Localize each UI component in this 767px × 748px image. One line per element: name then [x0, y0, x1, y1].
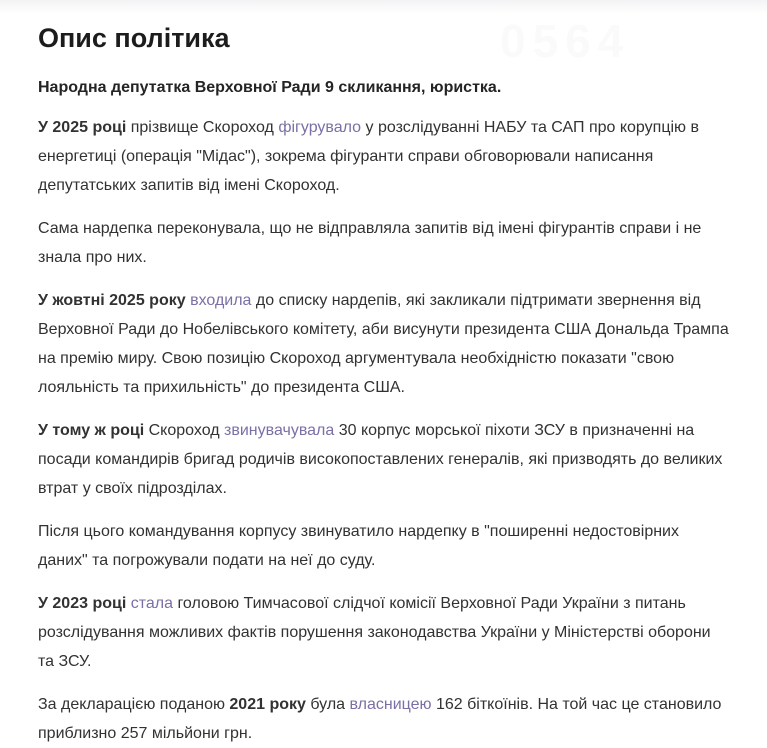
inline-link[interactable]: фігурувало: [278, 119, 362, 136]
paragraph: [38, 113, 730, 200]
top-fade-divider: [0, 0, 767, 14]
text-run: Сама нардепка переконувала, що не відправляла запитів від імені фігурантів справи і не знала про них.: [38, 220, 702, 266]
text-run: 30 корпус морської піхоти ЗСУ в призначенні на посади командирів бригад родичів високопоставлених генералів, які призводять до великих втрат у своїх підрозділах.: [38, 422, 723, 497]
inline-link[interactable]: власницею: [349, 696, 432, 713]
paragraph: [38, 416, 730, 503]
text-run: 162 біткоїнів. На той час це становило приблизно 257 мільйони грн.: [38, 696, 722, 742]
bold-text-run: 2021 року: [229, 696, 306, 713]
article-subtitle: Народна депутатка Верховної Ради 9 скликання, юристка.: [38, 79, 502, 96]
text-run: Скороход: [144, 422, 225, 439]
inline-link[interactable]: стала: [130, 595, 173, 612]
article-body: [38, 113, 730, 748]
text-run: була: [305, 696, 350, 713]
text-run: у розслідуванні НАБУ та САП про корупцію в енергетиці (операція "Мідас"), зокрема фігуранти справи обговорювали написання депутатських запитів від імені Скороход.: [38, 119, 699, 194]
faint-watermark: 0564: [500, 15, 631, 67]
bold-text-run: У жовтні 2025 року: [38, 292, 186, 309]
paragraph: [38, 214, 730, 272]
bold-text-run: У 2025 році: [38, 119, 127, 136]
text-run: прізвище Скороход: [126, 119, 279, 136]
text-run: Після цього командування корпусу звинуватило нардепку в "поширенні недостовірних даних" та погрожували подати на неї до суду.: [38, 523, 679, 569]
inline-link[interactable]: входила: [190, 292, 252, 309]
text-run: головою Тимчасової слідчої комісії Верховної Ради України з питань розслідування можливих фактів порушення законодавства України у Міністерстві оборони та ЗСУ.: [38, 595, 711, 670]
bold-text-run: У 2023 році: [38, 595, 127, 612]
paragraph: [38, 517, 730, 575]
paragraph: [38, 286, 730, 402]
inline-link[interactable]: звинувачувала: [224, 422, 335, 439]
page-title: Опис політика: [38, 23, 230, 53]
paragraph: [38, 690, 730, 748]
paragraph: [38, 589, 730, 676]
text-run: За декларацією поданою: [38, 696, 230, 713]
bold-text-run: У тому ж році: [38, 422, 145, 439]
text-run: до списку нардепів, які закликали підтримати звернення від Верховної Ради до Нобелівського комітету, аби висунути президента США Дональда Трампа на премію миру. Свою позицію Скороход аргументувала необхідністю показати "свою лояльність та прихильність" до президента США.: [38, 292, 729, 396]
